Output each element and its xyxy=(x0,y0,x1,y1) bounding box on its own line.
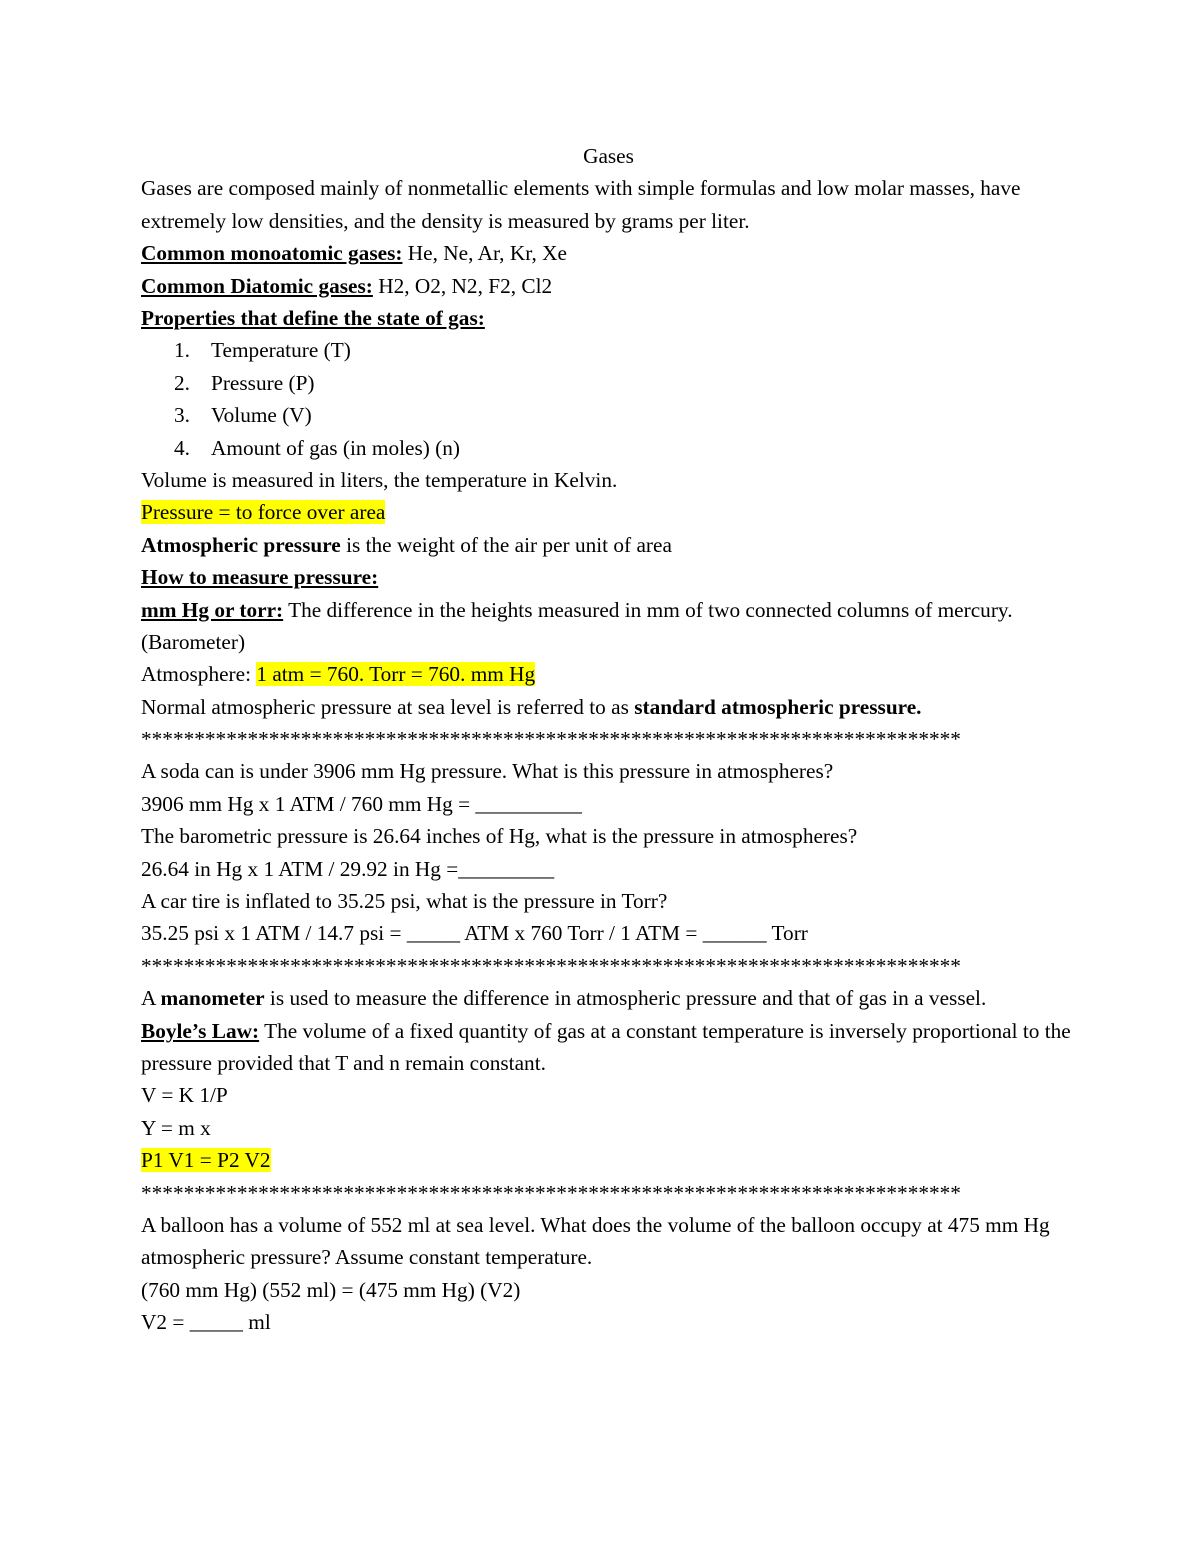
problem-line: A car tire is inflated to 35.25 psi, what is the pressure in Torr? xyxy=(141,889,668,914)
pressure-definition: Pressure = to force over area xyxy=(141,500,386,525)
boyles-law-formula: P1 V1 = P2 V2 xyxy=(141,1148,271,1173)
pressure-definition-line xyxy=(141,496,1076,528)
list-item: 4. Amount of gas (in moles) (n) xyxy=(174,435,461,460)
boyles-law-paragraph: Boyle’s Law: The volume of a fixed quantity of gas at a constant temperature is inversely proportional to the pressure provided that T and n remain constant. xyxy=(141,1018,1071,1076)
intro-paragraph: Gases are composed mainly of nonmetallic elements with simple formulas and low molar masses, have extremely low densities, and the density is measured by grams per liter. xyxy=(141,176,1021,233)
properties-heading: Properties that define the state of gas: xyxy=(141,305,485,330)
problem-line: 35.25 psi x 1 ATM / 14.7 psi = _____ ATM x 760 Torr / 1 ATM = ______ Torr xyxy=(141,921,808,946)
how-to-measure-heading: How to measure pressure: xyxy=(141,565,379,590)
document-page xyxy=(141,140,1076,1339)
separator: ***************************************************************************** xyxy=(141,953,961,978)
mmhg-term: mm Hg or torr: xyxy=(141,597,284,622)
balloon-answer: V2 = _____ ml xyxy=(141,1310,271,1335)
atmosphere-line xyxy=(141,658,1076,690)
separator: ***************************************************************************** xyxy=(141,727,961,752)
separator: ***************************************************************************** xyxy=(141,1180,961,1205)
problem-line: 3906 mm Hg x 1 ATM / 760 mm Hg = __________ xyxy=(141,791,582,816)
manometer-paragraph: A manometer is used to measure the difference in atmospheric pressure and that of gas in a vessel. xyxy=(141,986,987,1011)
balloon-question: A balloon has a volume of 552 ml at sea level. What does the volume of the balloon occupy at 475 mm Hg atmospheric pressure? Assume constant temperature. xyxy=(141,1213,1050,1270)
problem-line: The barometric pressure is 26.64 inches of Hg, what is the pressure in atmospheres? xyxy=(141,824,858,849)
formula-line: V = K 1/P xyxy=(141,1083,228,1108)
standard-pressure-term: standard atmospheric pressure. xyxy=(634,694,922,719)
diatomic-line xyxy=(141,270,1076,302)
atmospheric-pressure-line: Atmospheric pressure is the weight of the air per unit of area xyxy=(141,532,672,557)
formula-highlight-line xyxy=(141,1144,1076,1176)
atmosphere-label: Atmosphere: xyxy=(141,662,257,687)
monoatomic-label: Common monoatomic gases: xyxy=(141,241,403,266)
list-item: 2. Pressure (P) xyxy=(174,370,315,395)
atmosphere-value: 1 atm = 760. Torr = 760. mm Hg xyxy=(256,662,536,687)
mmhg-paragraph: mm Hg or torr: The difference in the heights measured in mm of two connected columns of mercury. (Barometer) xyxy=(141,597,1013,654)
problem-line: A soda can is under 3906 mm Hg pressure. What is this pressure in atmospheres? xyxy=(141,759,834,784)
list-item: 3. Volume (V) xyxy=(174,403,312,428)
volume-note: Volume is measured in liters, the temperature in Kelvin. xyxy=(141,467,618,492)
diatomic-value: H2, O2, N2, F2, Cl2 xyxy=(372,273,553,298)
monoatomic-line xyxy=(141,237,1076,269)
diatomic-label: Common Diatomic gases: xyxy=(141,273,373,298)
problem-line: 26.64 in Hg x 1 ATM / 29.92 in Hg =_________ xyxy=(141,856,555,881)
formula-line: Y = m x xyxy=(141,1115,211,1140)
balloon-step: (760 mm Hg) (552 ml) = (475 mm Hg) (V2) xyxy=(141,1277,521,1302)
atmospheric-pressure-term: Atmospheric pressure xyxy=(141,532,341,557)
monoatomic-value: He, Ne, Ar, Kr, Xe xyxy=(402,241,567,266)
list-item: 1. Temperature (T) xyxy=(174,338,351,363)
boyles-law-term: Boyle’s Law: xyxy=(141,1018,260,1043)
manometer-term: manometer xyxy=(160,986,265,1011)
page-title: Gases xyxy=(583,144,634,168)
standard-pressure-line: Normal atmospheric pressure at sea level is referred to as standard atmospheric pressure. xyxy=(141,694,922,719)
